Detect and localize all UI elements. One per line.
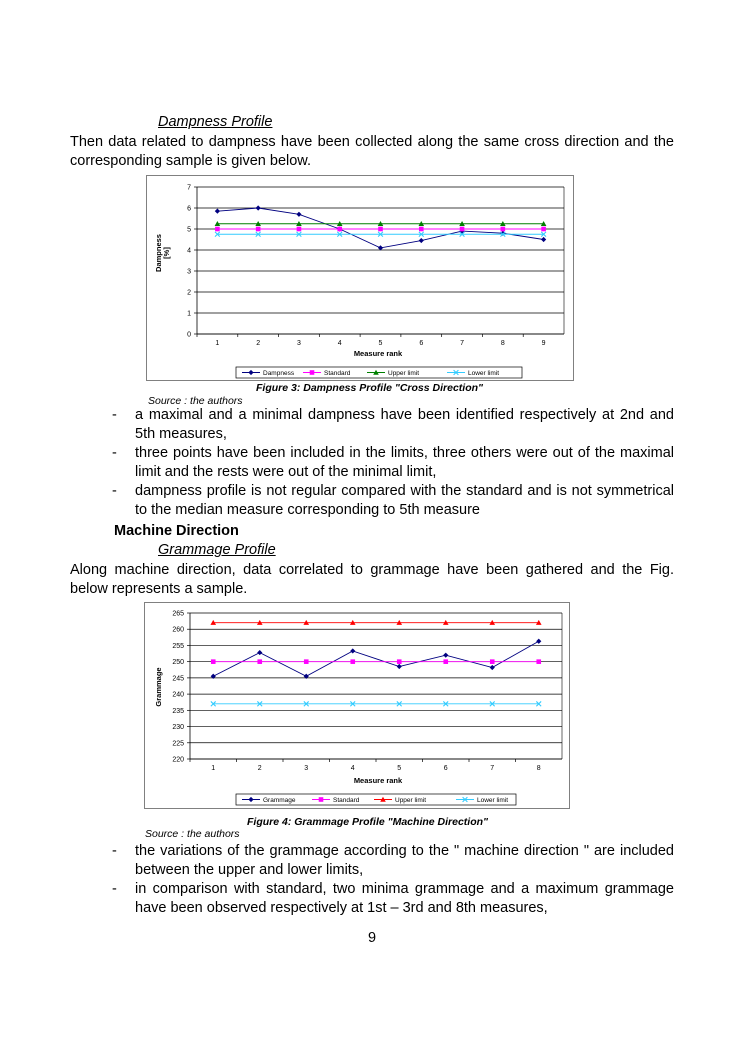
y-tick-label: 4 bbox=[187, 247, 191, 255]
chart-legend bbox=[236, 367, 522, 378]
y-tick-label: 255 bbox=[172, 642, 184, 650]
list-item bbox=[112, 842, 674, 880]
bullet-dash: - bbox=[112, 843, 117, 859]
y-tick-label: 250 bbox=[172, 659, 184, 667]
data-point-standard bbox=[536, 659, 541, 664]
legend-label-upper-limit: Upper limit bbox=[395, 796, 427, 804]
data-point-standard bbox=[257, 659, 262, 664]
y-axis-label-text: Grammage bbox=[154, 667, 163, 707]
x-tick-label: 6 bbox=[443, 765, 448, 772]
data-point-standard bbox=[350, 659, 355, 664]
data-point-standard bbox=[297, 227, 302, 232]
data-point-standard bbox=[419, 227, 424, 232]
list-item bbox=[112, 880, 674, 918]
data-point-standard bbox=[397, 659, 402, 664]
data-point-standard bbox=[256, 227, 261, 232]
data-point-standard bbox=[501, 227, 506, 232]
bullet-list-grammage bbox=[112, 842, 674, 918]
y-tick-label: 230 bbox=[172, 724, 184, 732]
x-tick-label: 4 bbox=[337, 340, 342, 347]
y-tick-label: 7 bbox=[187, 184, 191, 192]
data-point-standard bbox=[304, 659, 309, 664]
list-item-text: three points have been included in the limits, three others were out of the maximal limit and the rests were out of the minimal limit, bbox=[135, 445, 674, 480]
bullet-dash: - bbox=[112, 881, 117, 897]
grammage-profile-heading: Grammage Profile bbox=[158, 542, 276, 558]
bullet-dash: - bbox=[112, 407, 117, 423]
x-tick-label: 5 bbox=[397, 765, 402, 772]
list-item bbox=[112, 482, 674, 520]
list-item-text: dampness profile is not regular compared with the standard and is not symmetrical to the median measure corresponding to 5th measure bbox=[135, 483, 674, 518]
y-tick-label: 225 bbox=[172, 740, 184, 748]
y-tick-label: 220 bbox=[172, 756, 184, 764]
y-axis-label-text: [%] bbox=[162, 247, 171, 259]
legend-label-lower-limit: Lower limit bbox=[477, 796, 509, 804]
data-point-standard bbox=[460, 227, 465, 232]
y-axis-label-text: Dampness bbox=[154, 234, 163, 272]
figure-4-caption: Figure 4: Grammage Profile "Machine Direction" bbox=[247, 816, 489, 828]
data-point-standard bbox=[378, 227, 383, 232]
list-item bbox=[112, 444, 674, 482]
x-tick-label: 7 bbox=[490, 765, 495, 772]
figure-3-caption: Figure 3: Dampness Profile "Cross Direction" bbox=[256, 382, 484, 394]
legend-label-upper-limit: Upper limit bbox=[388, 369, 420, 377]
x-tick-label: 3 bbox=[296, 340, 301, 347]
intro-paragraph-grammage: Along machine direction, data correlated to grammage have been gathered and the Fig. below represents a sample. bbox=[70, 562, 674, 597]
y-tick-label: 245 bbox=[172, 675, 184, 683]
x-tick-label: 8 bbox=[536, 765, 541, 772]
y-tick-label: 3 bbox=[187, 268, 191, 276]
y-tick-label: 240 bbox=[172, 691, 184, 699]
legend-label-lower-limit: Lower limit bbox=[468, 369, 500, 377]
data-point-standard bbox=[541, 227, 546, 232]
legend-label-grammage: Grammage bbox=[263, 796, 296, 804]
machine-direction-heading: Machine Direction bbox=[114, 523, 239, 539]
bullet-dash: - bbox=[112, 483, 117, 499]
x-tick-label: 2 bbox=[257, 765, 262, 772]
y-tick-label: 260 bbox=[172, 626, 184, 634]
data-point-standard bbox=[211, 659, 216, 664]
x-tick-label: 1 bbox=[215, 340, 220, 347]
x-tick-label: 6 bbox=[419, 340, 424, 347]
page-number: 9 bbox=[367, 930, 377, 946]
legend-label-standard: Standard bbox=[324, 369, 351, 377]
dampness-profile-heading: Dampness Profile bbox=[158, 114, 273, 130]
x-tick-label: 4 bbox=[350, 765, 355, 772]
list-item-text: a maximal and a minimal dampness have been identified respectively at 2nd and 5th measures, bbox=[135, 407, 674, 442]
legend-label-standard: Standard bbox=[333, 796, 360, 804]
y-tick-label: 5 bbox=[187, 226, 191, 234]
x-tick-label: 2 bbox=[256, 340, 261, 347]
y-tick-label: 2 bbox=[187, 289, 191, 297]
bullet-list-dampness bbox=[112, 406, 674, 520]
x-axis-label: Measure rank bbox=[353, 776, 403, 785]
data-point-standard bbox=[490, 659, 495, 664]
data-point-standard bbox=[215, 227, 220, 232]
legend-marker-standard bbox=[319, 797, 324, 802]
x-tick-label: 3 bbox=[304, 765, 309, 772]
chart-legend bbox=[236, 794, 516, 805]
list-item-text: the variations of the grammage according to the " machine direction " are included between the upper and lower limits, bbox=[135, 843, 674, 878]
bullet-dash: - bbox=[112, 445, 117, 461]
figure-4-source: Source : the authors bbox=[145, 828, 240, 840]
grammage-chart bbox=[144, 602, 570, 809]
x-axis-label: Measure rank bbox=[353, 349, 403, 358]
x-tick-label: 8 bbox=[500, 340, 505, 347]
legend-marker-standard bbox=[310, 370, 315, 375]
y-tick-label: 6 bbox=[187, 205, 191, 213]
x-tick-label: 7 bbox=[460, 340, 465, 347]
data-point-standard bbox=[337, 227, 342, 232]
y-axis-label bbox=[154, 667, 163, 706]
y-tick-label: 235 bbox=[172, 707, 184, 715]
figure-3-source: Source : the authors bbox=[148, 395, 243, 407]
list-item bbox=[112, 406, 674, 444]
list-item-text: in comparison with standard, two minima grammage and a maximum grammage have been observed respectively at 1st – 3rd and 8th measures, bbox=[135, 881, 674, 916]
y-tick-label: 265 bbox=[172, 610, 184, 618]
x-tick-label: 9 bbox=[541, 340, 546, 347]
data-point-standard bbox=[443, 659, 448, 664]
y-tick-label: 0 bbox=[187, 331, 191, 339]
legend-label-dampness: Dampness bbox=[263, 369, 295, 377]
x-tick-label: 5 bbox=[378, 340, 383, 347]
dampness-chart bbox=[146, 175, 574, 381]
intro-paragraph-dampness: Then data related to dampness have been collected along the same cross direction and the corresponding sample is given below. bbox=[70, 134, 674, 169]
x-tick-label: 1 bbox=[211, 765, 216, 772]
y-tick-label: 1 bbox=[187, 310, 191, 318]
